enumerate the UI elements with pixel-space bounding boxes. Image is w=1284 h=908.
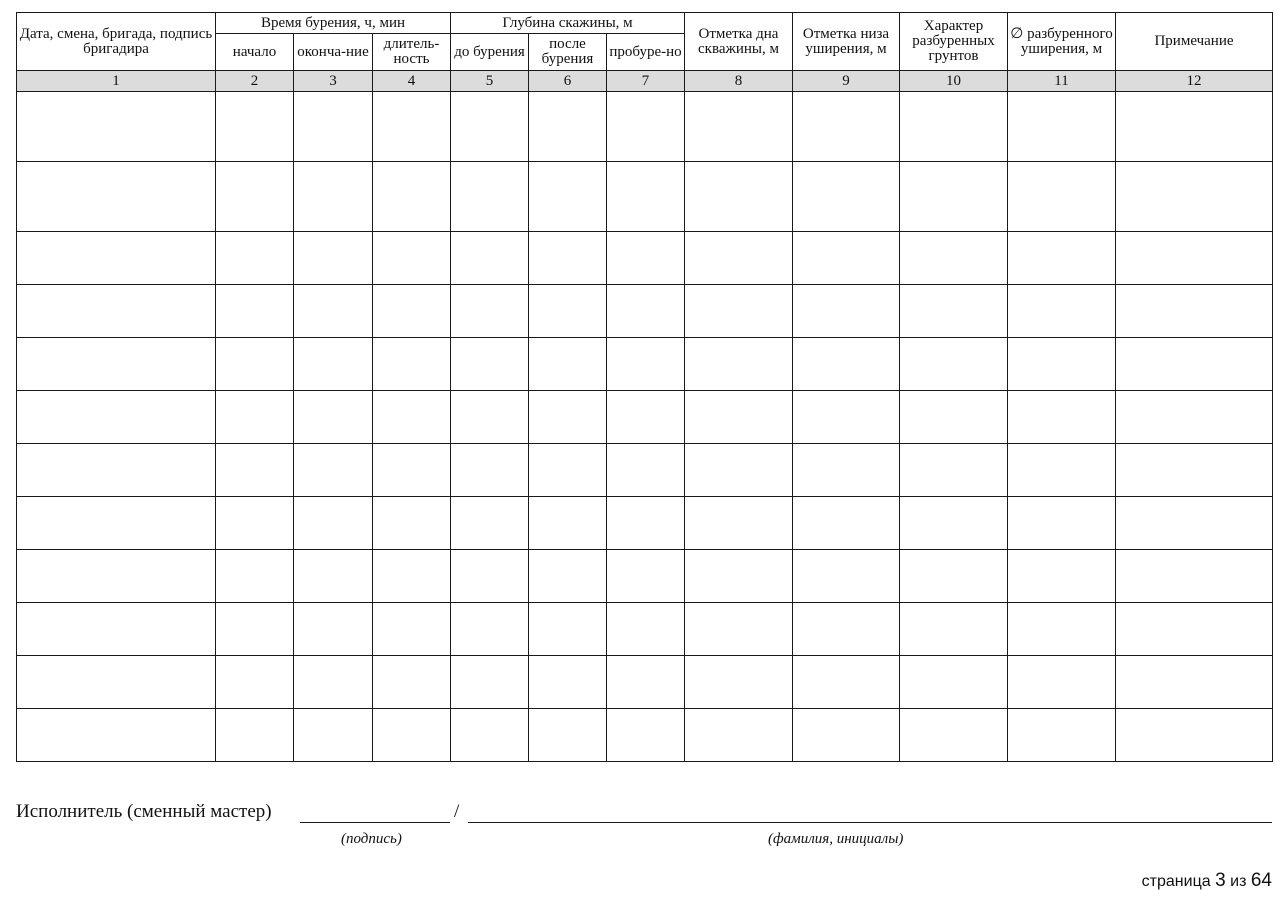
entry-row — [17, 92, 1273, 162]
column-number-row — [17, 71, 1273, 92]
entry-cell[interactable] — [1116, 550, 1273, 603]
drilling-journal-table — [16, 12, 1273, 762]
entry-cell[interactable] — [216, 162, 294, 232]
entry-cell[interactable] — [685, 497, 793, 550]
entry-cell[interactable] — [373, 338, 451, 391]
entry-row — [17, 550, 1273, 603]
entry-cell[interactable] — [607, 92, 685, 162]
column-number: 4 — [373, 71, 451, 92]
entry-cell[interactable] — [900, 285, 1008, 338]
entry-cell[interactable] — [373, 656, 451, 709]
entry-cell[interactable] — [1116, 497, 1273, 550]
signature-line[interactable] — [300, 822, 450, 823]
entry-row — [17, 232, 1273, 285]
entry-cell[interactable] — [1116, 444, 1273, 497]
entry-cell[interactable] — [294, 444, 373, 497]
entry-row — [17, 656, 1273, 709]
entry-cell[interactable] — [17, 285, 216, 338]
entry-cell[interactable] — [373, 232, 451, 285]
entry-cell[interactable] — [373, 709, 451, 762]
column-number: 11 — [1008, 71, 1116, 92]
entry-cell[interactable] — [1116, 391, 1273, 444]
entry-cell[interactable] — [294, 550, 373, 603]
entry-cell[interactable] — [529, 603, 607, 656]
header-depth-drilled: пробуре-но — [607, 34, 685, 71]
column-number: 5 — [451, 71, 529, 92]
header-soil-type: Характер разбуренных грунтов — [900, 13, 1008, 71]
entry-cell[interactable] — [1008, 497, 1116, 550]
column-number: 8 — [685, 71, 793, 92]
entry-cell[interactable] — [294, 603, 373, 656]
entry-cell[interactable] — [216, 444, 294, 497]
column-number: 9 — [793, 71, 900, 92]
entry-cell[interactable] — [451, 162, 529, 232]
header-widening-diameter: ∅ разбуренного уширения, м — [1008, 13, 1116, 71]
entry-cell[interactable] — [685, 285, 793, 338]
entry-cell[interactable] — [294, 92, 373, 162]
entry-cell[interactable] — [216, 92, 294, 162]
entry-cell[interactable] — [529, 444, 607, 497]
entry-cell[interactable] — [607, 497, 685, 550]
entry-cell[interactable] — [294, 232, 373, 285]
signature-caption: (подпись) — [341, 831, 402, 847]
entry-cell[interactable] — [607, 162, 685, 232]
entry-cell[interactable] — [685, 162, 793, 232]
entry-cell[interactable] — [607, 391, 685, 444]
entry-cell[interactable] — [1008, 709, 1116, 762]
entry-cell[interactable] — [607, 709, 685, 762]
header-note: Примечание — [1116, 13, 1273, 71]
entry-row — [17, 162, 1273, 232]
header-start: начало — [216, 34, 294, 71]
entry-cell[interactable] — [900, 444, 1008, 497]
entry-cell[interactable] — [900, 391, 1008, 444]
entry-cell[interactable] — [793, 92, 900, 162]
entry-cell[interactable] — [451, 709, 529, 762]
entry-row — [17, 497, 1273, 550]
entry-cell[interactable] — [451, 550, 529, 603]
entry-cell[interactable] — [685, 603, 793, 656]
entry-cell[interactable] — [17, 603, 216, 656]
entry-cell[interactable] — [793, 232, 900, 285]
header-widening-mark: Отметка низа уширения, м — [793, 13, 900, 71]
entry-cell[interactable] — [216, 232, 294, 285]
entry-cell[interactable] — [216, 338, 294, 391]
entry-cell[interactable] — [17, 444, 216, 497]
entry-cell[interactable] — [451, 656, 529, 709]
entry-cell[interactable] — [17, 232, 216, 285]
entry-cell[interactable] — [607, 232, 685, 285]
separator-slash: / — [454, 801, 460, 822]
entry-cell[interactable] — [451, 92, 529, 162]
entry-cell[interactable] — [373, 285, 451, 338]
entry-cell[interactable] — [1116, 232, 1273, 285]
entry-cell[interactable] — [793, 162, 900, 232]
entry-cell[interactable] — [373, 162, 451, 232]
column-number: 10 — [900, 71, 1008, 92]
page-current: 3 — [1215, 870, 1226, 891]
header-depth-before: до бурения — [451, 34, 529, 71]
entry-cell[interactable] — [900, 497, 1008, 550]
entry-cell[interactable] — [17, 338, 216, 391]
entry-cell[interactable] — [1116, 285, 1273, 338]
entry-cell[interactable] — [216, 497, 294, 550]
entry-cell[interactable] — [294, 338, 373, 391]
entry-cell[interactable] — [529, 656, 607, 709]
entry-cell[interactable] — [607, 603, 685, 656]
entry-cell[interactable] — [451, 603, 529, 656]
entry-cell[interactable] — [793, 603, 900, 656]
entry-cell[interactable] — [529, 709, 607, 762]
entry-cell[interactable] — [17, 391, 216, 444]
page-sep: из — [1230, 873, 1247, 890]
entry-cell[interactable] — [1008, 92, 1116, 162]
entry-cell[interactable] — [529, 285, 607, 338]
entry-cell[interactable] — [607, 444, 685, 497]
page-prefix: страница — [1141, 873, 1211, 890]
entry-cell[interactable] — [216, 603, 294, 656]
entry-row — [17, 444, 1273, 497]
entry-cell[interactable] — [451, 444, 529, 497]
entry-cell[interactable] — [529, 550, 607, 603]
entry-cell[interactable] — [529, 162, 607, 232]
entry-cell[interactable] — [685, 656, 793, 709]
name-caption: (фамилия, инициалы) — [768, 831, 904, 847]
header-depth-after: после бурения — [529, 34, 607, 71]
entry-cell[interactable] — [607, 338, 685, 391]
header-duration: длитель-ность — [373, 34, 451, 71]
entry-cell[interactable] — [294, 709, 373, 762]
entry-cell[interactable] — [529, 92, 607, 162]
entry-cell[interactable] — [685, 338, 793, 391]
entry-cell[interactable] — [900, 656, 1008, 709]
entry-cell[interactable] — [793, 338, 900, 391]
column-number: 7 — [607, 71, 685, 92]
entry-cell[interactable] — [373, 550, 451, 603]
entry-cell[interactable] — [17, 550, 216, 603]
entry-cell[interactable] — [607, 656, 685, 709]
drilling-journal-sheet — [16, 12, 1272, 762]
entry-cell[interactable] — [793, 285, 900, 338]
header-row-top — [17, 13, 1273, 34]
column-number: 6 — [529, 71, 607, 92]
entry-cell[interactable] — [1116, 162, 1273, 232]
header-group-depth: Глубина скажины, м — [451, 13, 685, 34]
entry-cell[interactable] — [1008, 338, 1116, 391]
entry-cell[interactable] — [900, 232, 1008, 285]
entry-cell[interactable] — [1008, 444, 1116, 497]
entry-cell[interactable] — [607, 550, 685, 603]
entry-cell[interactable] — [1116, 709, 1273, 762]
entry-cell[interactable] — [451, 338, 529, 391]
entry-cell[interactable] — [1008, 656, 1116, 709]
entry-cell[interactable] — [1008, 162, 1116, 232]
entry-cell[interactable] — [685, 550, 793, 603]
entry-cell[interactable] — [294, 497, 373, 550]
entry-row — [17, 338, 1273, 391]
entry-cell[interactable] — [294, 656, 373, 709]
entry-cell[interactable] — [17, 162, 216, 232]
name-line[interactable] — [468, 822, 1272, 823]
entry-cell[interactable] — [216, 550, 294, 603]
entry-cell[interactable] — [900, 603, 1008, 656]
column-number: 2 — [216, 71, 294, 92]
entry-cell[interactable] — [1116, 338, 1273, 391]
entry-cell[interactable] — [373, 92, 451, 162]
entry-cell[interactable] — [793, 444, 900, 497]
entry-cell[interactable] — [17, 497, 216, 550]
entry-cell[interactable] — [900, 550, 1008, 603]
entry-cell[interactable] — [373, 444, 451, 497]
entry-cell[interactable] — [685, 709, 793, 762]
entry-cell[interactable] — [900, 92, 1008, 162]
entry-cell[interactable] — [900, 709, 1008, 762]
entry-row — [17, 285, 1273, 338]
entry-cell[interactable] — [529, 391, 607, 444]
entry-cell[interactable] — [294, 162, 373, 232]
entry-row — [17, 391, 1273, 444]
entry-cell[interactable] — [216, 391, 294, 444]
entry-cell[interactable] — [373, 391, 451, 444]
column-number: 1 — [17, 71, 216, 92]
entry-cell[interactable] — [685, 92, 793, 162]
entry-cell[interactable] — [1116, 603, 1273, 656]
entry-rows — [17, 92, 1273, 762]
column-number: 3 — [294, 71, 373, 92]
entry-cell[interactable] — [793, 709, 900, 762]
entry-cell[interactable] — [529, 497, 607, 550]
entry-cell[interactable] — [1008, 391, 1116, 444]
entry-cell[interactable] — [216, 285, 294, 338]
column-number: 12 — [1116, 71, 1273, 92]
entry-cell[interactable] — [451, 497, 529, 550]
entry-cell[interactable] — [793, 497, 900, 550]
entry-cell[interactable] — [793, 391, 900, 444]
entry-cell[interactable] — [451, 391, 529, 444]
page-total: 64 — [1250, 870, 1272, 891]
entry-cell[interactable] — [529, 338, 607, 391]
entry-cell[interactable] — [1008, 550, 1116, 603]
entry-row — [17, 709, 1273, 762]
entry-row — [17, 603, 1273, 656]
entry-cell[interactable] — [793, 656, 900, 709]
entry-cell[interactable] — [216, 656, 294, 709]
entry-cell[interactable] — [685, 391, 793, 444]
entry-cell[interactable] — [793, 550, 900, 603]
entry-cell[interactable] — [685, 232, 793, 285]
header-end: оконча-ние — [294, 34, 373, 71]
entry-cell[interactable] — [900, 338, 1008, 391]
entry-cell[interactable] — [17, 709, 216, 762]
header-bottom-mark: Отметка дна скважины, м — [685, 13, 793, 71]
entry-cell[interactable] — [17, 92, 216, 162]
entry-cell[interactable] — [1116, 656, 1273, 709]
entry-cell[interactable] — [685, 444, 793, 497]
entry-cell[interactable] — [216, 709, 294, 762]
entry-cell[interactable] — [451, 232, 529, 285]
entry-cell[interactable] — [1008, 603, 1116, 656]
signature-footer — [16, 800, 1272, 860]
entry-cell[interactable] — [1008, 285, 1116, 338]
entry-cell[interactable] — [294, 391, 373, 444]
signer-label: Исполнитель (сменный мастер) — [16, 801, 272, 822]
page-counter — [1142, 870, 1272, 893]
entry-cell[interactable] — [1116, 92, 1273, 162]
entry-cell[interactable] — [607, 285, 685, 338]
entry-cell[interactable] — [17, 656, 216, 709]
header-date-shift: Дата, смена, бригада, подпись бригадира — [17, 13, 216, 71]
entry-cell[interactable] — [373, 497, 451, 550]
entry-cell[interactable] — [529, 232, 607, 285]
entry-cell[interactable] — [1008, 232, 1116, 285]
entry-cell[interactable] — [451, 285, 529, 338]
entry-cell[interactable] — [294, 285, 373, 338]
entry-cell[interactable] — [900, 162, 1008, 232]
entry-cell[interactable] — [373, 603, 451, 656]
header-group-drilling-time: Время бурения, ч, мин — [216, 13, 451, 34]
